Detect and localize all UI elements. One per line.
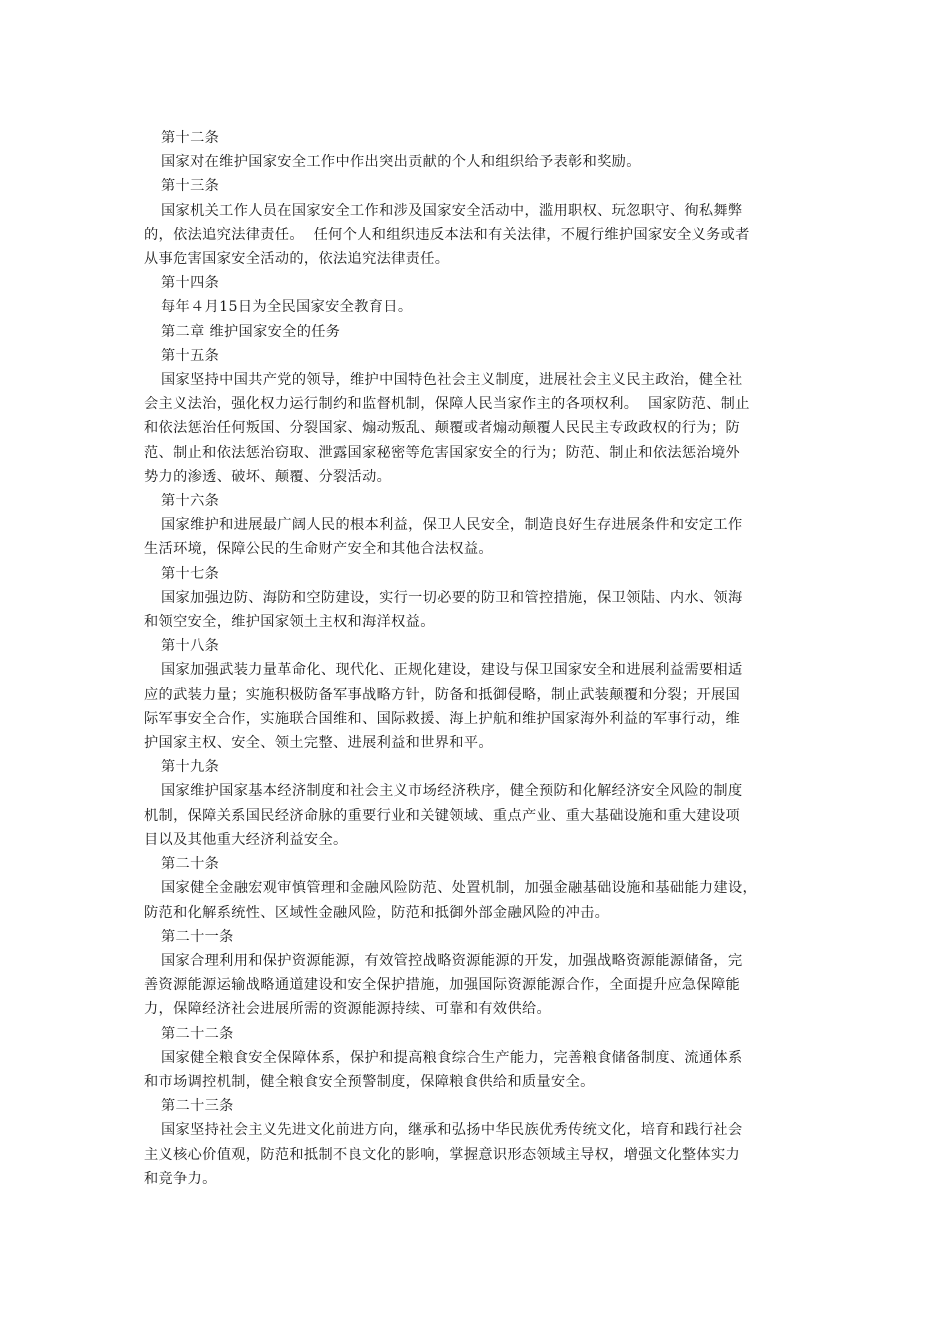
paragraph-line: 势力的渗透、破坏、颠覆、分裂活动。 — [144, 468, 392, 485]
paragraph-line: 国家合理利用和保护资源能源，有效管控战略资源能源的开发，加强战略资源能源储备，完 — [161, 952, 743, 969]
paragraph-line: 会主义法治，强化权力运行制约和监督机制，保障人民当家作主的各项权利。 国家防范、制止 — [144, 396, 750, 413]
article-heading: 第二十三条 — [161, 1098, 234, 1115]
paragraph-line: 生活环境，保障公民的生命财产安全和其他合法权益。 — [144, 541, 493, 558]
article-heading: 第二十二条 — [161, 1025, 234, 1042]
article-heading: 第二章 维护国家安全的任务 — [161, 323, 341, 340]
paragraph-line: 和依法惩治任何叛国、分裂国家、煽动叛乱、颠覆或者煽动颠覆人民民主专政政权的行为；防 — [144, 420, 741, 437]
paragraph-line: 和领空安全，维护国家领土主权和海洋权益。 — [144, 614, 435, 631]
paragraph-line: 国家加强武装力量革命化、现代化、正规化建设，建设与保卫国家安全和进展利益需要相适 — [161, 662, 743, 679]
article-heading: 第二十条 — [161, 856, 220, 873]
paragraph-line: 国家维护国家基本经济制度和社会主义市场经济秩序，健全预防和化解经济安全风险的制度 — [161, 783, 743, 800]
paragraph-line: 善资源能源运输战略通道建设和安全保护措施，加强国际资源能源合作，全面提升应急保障能 — [144, 977, 741, 994]
paragraph-line: 防范和化解系统性、区域性金融风险，防范和抵御外部金融风险的冲击。 — [144, 904, 610, 921]
paragraph-line: 每年４月15日为全民国家安全教育日。 — [161, 299, 413, 316]
paragraph-line: 国家健全金融宏观审慎管理和金融风险防范、处置机制，加强金融基础设施和基础能力建设， — [161, 880, 758, 897]
paragraph-line: 际军事安全合作，实施联合国维和、国际救援、海上护航和维护国家海外利益的军事行动，维 — [144, 710, 741, 727]
article-heading: 第十三条 — [161, 178, 220, 195]
document-page — [144, 126, 808, 1191]
article-heading: 第十二条 — [161, 130, 220, 146]
article-heading: 第十四条 — [161, 275, 220, 292]
paragraph-line: 的，依法追究法律责任。 任何个人和组织违反本法和有关法律，不履行维护国家安全义务或者 — [144, 226, 750, 243]
paragraph-line: 国家坚持社会主义先进文化前进方向，继承和弘扬中华民族优秀传统文化，培育和践行社会 — [161, 1122, 743, 1139]
paragraph-line: 和市场调控机制，健全粮食安全预警制度，保障粮食供给和质量安全。 — [144, 1073, 595, 1090]
paragraph-line: 范、制止和依法惩治窃取、泄露国家秘密等危害国家安全的行为；防范、制止和依法惩治境外 — [144, 444, 741, 461]
article-heading: 第十七条 — [161, 565, 220, 582]
paragraph-line: 国家坚持中国共产党的领导，维护中国特色社会主义制度，进展社会主义民主政治，健全社 — [161, 372, 743, 389]
paragraph-line: 从事危害国家安全活动的，依法追究法律责任。 — [144, 251, 450, 268]
paragraph-line: 和竞争力。 — [144, 1170, 217, 1187]
paragraph-line: 国家维护和进展最广阔人民的根本利益，保卫人民安全，制造良好生存进展条件和安定工作 — [161, 517, 743, 534]
paragraph-line: 国家机关工作人员在国家安全工作和涉及国家安全活动中，滥用职权、玩忽职守、徇私舞弊 — [161, 202, 743, 219]
paragraph-line: 主义核心价值观，防范和抵制不良文化的影响，掌握意识形态领域主导权，增强文化整体实力 — [144, 1146, 741, 1163]
paragraph-line: 国家对在维护国家安全工作中作出突出贡献的个人和组织给予表彰和奖励。 — [161, 154, 641, 171]
paragraph-line: 力，保障经济社会进展所需的资源能源持续、可靠和有效供给。 — [144, 1001, 552, 1018]
article-heading: 第十五条 — [161, 347, 220, 364]
article-heading: 第十八条 — [161, 638, 220, 655]
paragraph-line: 机制，保障关系国民经济命脉的重要行业和关键领域、重点产业、重大基础设施和重大建设项 — [144, 807, 741, 824]
article-heading: 第十六条 — [161, 493, 220, 510]
paragraph-line: 目以及其他重大经济利益安全。 — [144, 831, 348, 848]
paragraph-line: 应的武装力量；实施积极防备军事战略方针，防备和抵御侵略，制止武装颠覆和分裂；开展国 — [144, 686, 741, 703]
paragraph-line: 护国家主权、安全、领土完整、进展利益和世界和平。 — [144, 735, 493, 752]
article-heading: 第十九条 — [161, 759, 220, 776]
paragraph-line: 国家加强边防、海防和空防建设，实行一切必要的防卫和管控措施，保卫领陆、内水、领海 — [161, 589, 743, 606]
paragraph-line: 国家健全粮食安全保障体系，保护和提高粮食综合生产能力，完善粮食储备制度、流通体系 — [161, 1049, 743, 1066]
article-heading: 第二十一条 — [161, 928, 234, 945]
